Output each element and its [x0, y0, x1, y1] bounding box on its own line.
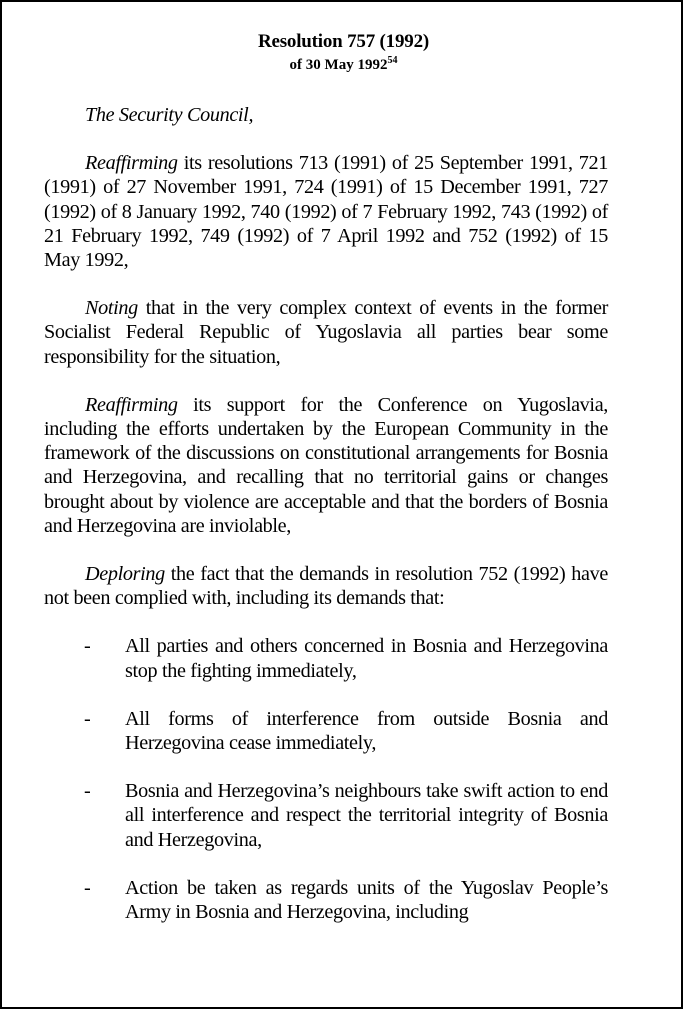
dash-bullet-icon: - [84, 780, 91, 803]
list-item-text: All forms of interference from outside Bosnia and Herzegovina cease immediately, [125, 707, 608, 755]
list-item [44, 779, 608, 852]
demands-list [44, 634, 608, 924]
paragraph-lead: Reaffirming [85, 393, 178, 416]
footnote-reference: 54 [387, 55, 398, 66]
list-item [44, 876, 608, 924]
paragraph-lead: Reaffirming [85, 152, 178, 175]
paragraph-lead: Deploring [85, 563, 165, 586]
paragraph-text: the fact that the demands in resolution 752 (1992) have not been complied with, including its demands that: [44, 563, 608, 610]
preamble-paragraph [44, 151, 608, 272]
list-item-text: All parties and others concerned in Bosnia and Herzegovina stop the fighting immediately, [125, 635, 608, 682]
dash-bullet-icon: - [84, 876, 91, 899]
dash-bullet-icon: - [84, 635, 91, 658]
preamble-paragraph [44, 296, 608, 369]
paragraph-text: its resolutions 713 (1991) of 25 September 1991, 721 (1991) of 27 November 1991, 724 (1991) of 15 December 1991, 727 (1992) of 8 January 1992, 740 (1992) of 7 February 1992, 743 (1992) of 21 February 1992, 749 (1992) of 7 April 1992 and 752 (1992) of 15 May 1992, [44, 152, 608, 272]
preamble-paragraph [44, 393, 608, 538]
paragraph-text: that in the very complex context of events in the former Socialist Federal Republic of Yugoslavia all parties bear some responsibility for the situation, [44, 297, 608, 368]
resolution-title: Resolution 757 (1992) [257, 31, 430, 52]
resolution-body [44, 103, 608, 948]
list-item [44, 707, 608, 755]
preamble-paragraph [44, 562, 608, 610]
opening-text: The Security Council, [85, 104, 254, 126]
paragraph-text: its support for the Conference on Yugoslavia, including the efforts undertaken by the European Community in the framework of the discussions on constitutional arrangements for Bosnia and Herzegovina, and recalling that no territorial gains or changes brought about by violence are acceptable and that the borders of Bosnia and Herzegovina are inviolable, [44, 393, 608, 537]
opening-line [44, 103, 608, 127]
paragraph-lead: Noting [85, 297, 138, 320]
date-text: of 30 May 1992 [289, 57, 388, 73]
list-item-text: Bosnia and Herzegovina’s neighbours take swift action to end all interference and respect the territorial integrity of Bosnia and Herzegovina, [125, 780, 608, 851]
list-item [44, 634, 608, 682]
dash-bullet-icon: - [84, 707, 91, 730]
list-item-text: Action be taken as regards units of the Yugoslav People’s Army in Bosnia and Herzegovina, including [125, 876, 608, 924]
resolution-date [2, 57, 683, 74]
